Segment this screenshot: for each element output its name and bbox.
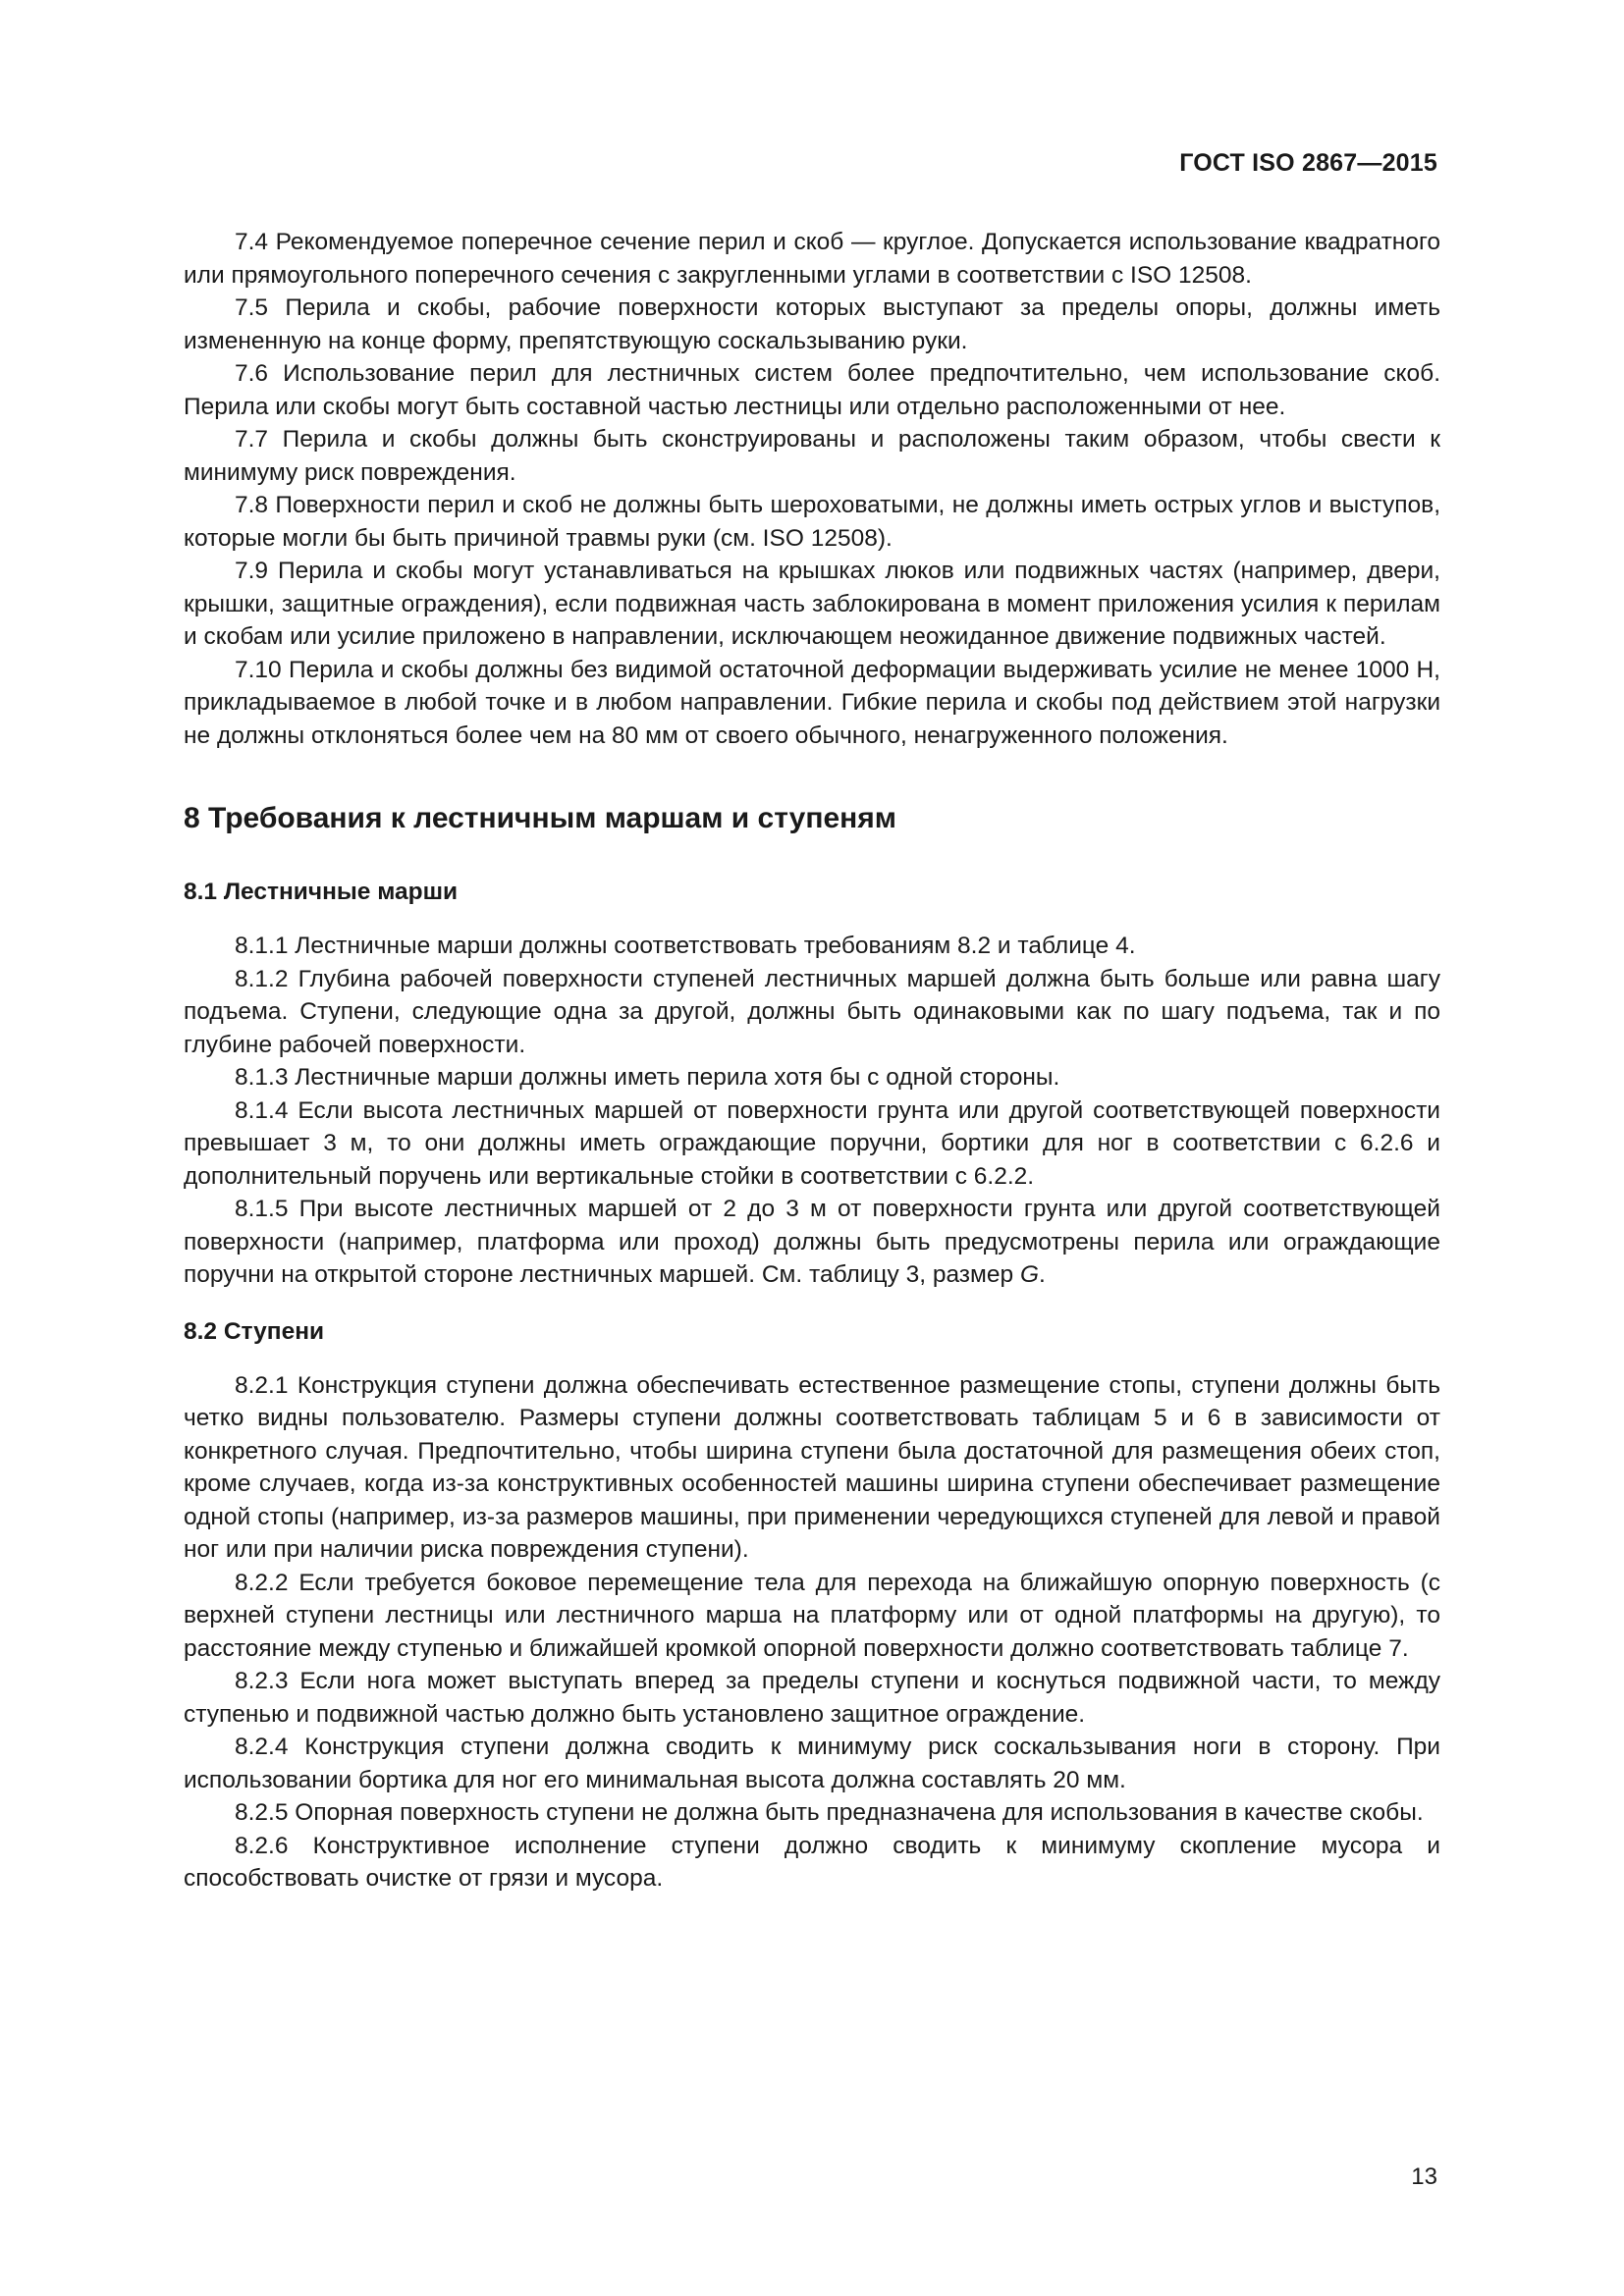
paragraph-8-2-5: 8.2.5 Опорная поверхность ступени не должна быть предназначена для использования в качестве скобы. <box>235 1799 1424 1826</box>
paragraph-7-6: 7.6 Использование перил для лестничных систем более предпочтительно, чем использование скоб. Перила или скобы могут быть составной частью лестницы или отдельно расположенными от нее. <box>184 360 1440 420</box>
paragraph-8-1-5 <box>184 1193 1440 1292</box>
paragraph-8-1-1: 8.1.1 Лестничные марши должны соответствовать требованиям 8.2 и таблице 4. <box>235 933 1136 959</box>
paragraph-8-2-3: 8.2.3 Если нога может выступать вперед за пределы ступени и коснуться подвижной части, то между ступенью и подвижной частью должно быть установлено защитное ограждение. <box>184 1668 1440 1728</box>
paragraph-8-2-2: 8.2.2 Если требуется боковое перемещение тела для перехода на ближайшую опорную поверхность (с верхней ступени лестницы или лестничного марша на платформу или от одной платформы на другую), то расстояние между ступенью и ближайшей кромкой опорной поверхности должно соответствовать таблице 7. <box>184 1569 1440 1662</box>
paragraph-8-1-5-text: 8.1.5 При высоте лестничных маршей от 2 до 3 м от поверхности грунта или другой соответствующей поверхности (например, платформа или проход) должны быть предусмотрены перила или ограждающие поручни на открытой стороне лестничных маршей. См. таблицу 3, размер <box>184 1196 1440 1288</box>
paragraph-7-5: 7.5 Перила и скобы, рабочие поверхности которых выступают за пределы опоры, должны иметь измененную на конце форму, препятствующую соскальзыванию руки. <box>184 294 1440 354</box>
document-header: ГОСТ ISO 2867—2015 <box>1179 149 1437 177</box>
paragraph-7-9: 7.9 Перила и скобы могут устанавливаться на крышках люков или подвижных частях (например, двери, крышки, защитные ограждения), если подвижная часть заблокирована в момент приложения усилия к перилам и скобам или усилие приложено в направлении, исключающем неожиданное движение подвижных частей. <box>184 558 1440 650</box>
paragraph-8-1-5-end: . <box>1039 1261 1046 1288</box>
paragraph-7-7: 7.7 Перила и скобы должны быть сконструированы и расположены таким образом, чтобы свести к минимуму риск повреждения. <box>184 426 1440 486</box>
paragraph-8-2-6: 8.2.6 Конструктивное исполнение ступени должно сводить к минимуму скопление мусора и способствовать очистке от грязи и мусора. <box>184 1832 1440 1892</box>
paragraph-7-4: 7.4 Рекомендуемое поперечное сечение перил и скоб — круглое. Допускается использование квадратного или прямоугольного поперечного сечения с закругленными углами в соответствии с ISO 12508. <box>184 229 1440 289</box>
section-8-heading: 8 Требования к лестничным маршам и ступеням <box>184 802 896 834</box>
page-content <box>184 226 1440 1896</box>
paragraph-7-10: 7.10 Перила и скобы должны без видимой остаточной деформации выдерживать усилие не менее 1000 Н, прикладываемое в любой точке и в любом направлении. Гибкие перила и скобы под действием этой нагрузки не должны отклоняться более чем на 80 мм от своего обычного, ненагруженного положения. <box>184 656 1440 749</box>
subsection-8-2-heading: 8.2 Ступени <box>184 1317 325 1345</box>
paragraph-8-2-1: 8.2.1 Конструкция ступени должна обеспечивать естественное размещение стопы, ступени должны быть четко видны пользователю. Размеры ступени должны соответствовать таблицам 5 и 6 в зависимости от конкретного случая. Предпочтительно, чтобы ширина ступени была достаточной для размещения обеих стоп, кроме случаев, когда из-за конструктивных особенностей машины ширина ступени обеспечивает размещение одной стопы (например, из-за размеров машины, при применении чередующихся ступеней для левой и правой ног или при наличии риска повреждения ступени). <box>184 1371 1440 1563</box>
paragraph-8-2-4: 8.2.4 Конструкция ступени должна сводить к минимуму риск соскальзывания ноги в сторону. При использовании бортика для ног его минимальная высота должна составлять 20 мм. <box>184 1734 1440 1793</box>
paragraph-7-8: 7.8 Поверхности перил и скоб не должны быть шероховатыми, не должны иметь острых углов и выступов, которые могли бы быть причиной травмы руки (см. ISO 12508). <box>184 492 1440 552</box>
page-number: 13 <box>1411 2163 1437 2190</box>
paragraph-8-1-4: 8.1.4 Если высота лестничных маршей от поверхности грунта или другой соответствующей поверхности превышает 3 м, то они должны иметь ограждающие поручни, бортики для ног в соответствии с 6.2.6 и дополнительный поручень или вертикальные стойки в соответствии с 6.2.2. <box>184 1096 1440 1190</box>
subsection-8-1-heading: 8.1 Лестничные марши <box>184 879 459 905</box>
paragraph-8-1-3: 8.1.3 Лестничные марши должны иметь перила хотя бы с одной стороны. <box>235 1064 1060 1091</box>
dimension-g: G <box>1019 1261 1039 1288</box>
paragraph-8-1-2: 8.1.2 Глубина рабочей поверхности ступеней лестничных маршей должна быть больше или равна шагу подъема. Ступени, следующие одна за другой, должны быть одинаковыми как по шагу подъема, так и по глубине рабочей поверхности. <box>184 965 1440 1058</box>
